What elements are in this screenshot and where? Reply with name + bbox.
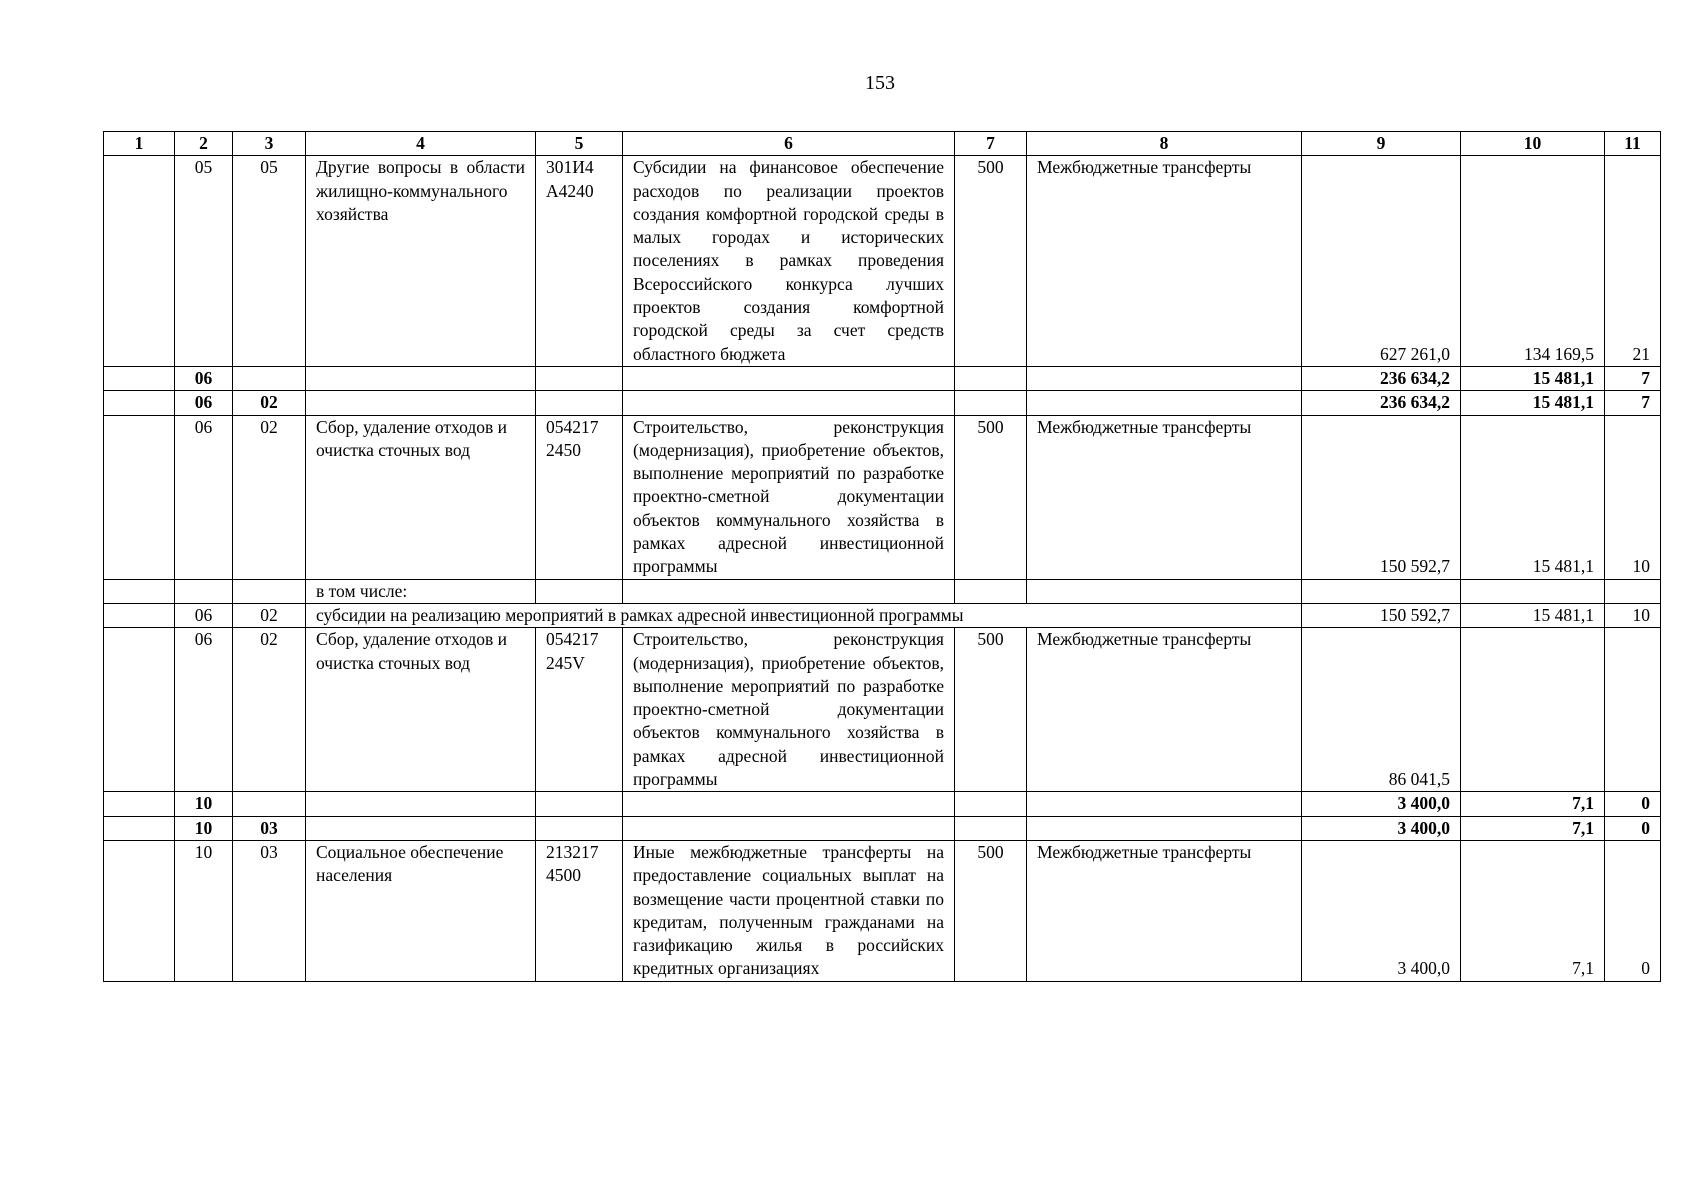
cell-col1: [104, 792, 175, 816]
cell-expense-type: 500: [955, 415, 1027, 579]
cell-empty: [306, 792, 536, 816]
total-row: [104, 816, 1661, 840]
header-row: [104, 132, 1661, 156]
cell-col1: [104, 840, 175, 981]
cell-col1: [104, 816, 175, 840]
cell-empty: [306, 366, 536, 390]
cell-section-name: Сбор, удаление отходов и очистка сточных вод: [306, 415, 536, 579]
cell-col9: 236 634,2: [1302, 366, 1461, 390]
total-row: [104, 391, 1661, 415]
cell-subsection: 02: [233, 628, 306, 792]
cell-col11: 0: [1605, 840, 1661, 981]
cell-subsection: 03: [233, 840, 306, 981]
cell-empty: [623, 366, 955, 390]
cell-col10: 7,1: [1461, 840, 1605, 981]
cell-empty: [623, 391, 955, 415]
cell-col10: 15 481,1: [1461, 391, 1605, 415]
header-cell: 7: [955, 132, 1027, 156]
header-cell: 1: [104, 132, 175, 156]
cell-col1: [104, 156, 175, 367]
cell-empty: [955, 579, 1027, 603]
cell-col10: 7,1: [1461, 792, 1605, 816]
header-cell: 10: [1461, 132, 1605, 156]
cell-empty: [1027, 391, 1302, 415]
cell-subsection: 02: [233, 415, 306, 579]
cell-section-name: Сбор, удаление отходов и очистка сточных вод: [306, 628, 536, 792]
cell-subsection: [233, 366, 306, 390]
cell-col11: 10: [1605, 415, 1661, 579]
cell-description: Строительство, реконструкция (модернизация), приобретение объектов, выполнение мероприятий по разработке проектно-сметной документации объектов коммунального хозяйства в рамках адресной инвестиционной программы: [623, 415, 955, 579]
cell-empty: [955, 816, 1027, 840]
cell-empty: [1461, 579, 1605, 603]
cell-empty: [1027, 816, 1302, 840]
cell-col9: 236 634,2: [1302, 391, 1461, 415]
cell-col1: [104, 628, 175, 792]
cell-empty: [955, 792, 1027, 816]
header-cell: 9: [1302, 132, 1461, 156]
cell-col10: 15 481,1: [1461, 603, 1605, 627]
header-cell: 8: [1027, 132, 1302, 156]
cell-empty: [1302, 579, 1461, 603]
cell-section: 06: [175, 366, 233, 390]
cell-expense-name: Межбюджетные трансферты: [1027, 840, 1302, 981]
header-cell: 2: [175, 132, 233, 156]
budget-table: [103, 131, 1661, 982]
cell-section: 05: [175, 156, 233, 367]
cell-col11: 0: [1605, 816, 1661, 840]
cell-expense-name: Межбюджетные трансферты: [1027, 415, 1302, 579]
cell-col11: 7: [1605, 366, 1661, 390]
cell-col1: [104, 366, 175, 390]
cell-col9: 627 261,0: [1302, 156, 1461, 367]
cell-col9: 3 400,0: [1302, 840, 1461, 981]
cell-empty: [536, 366, 623, 390]
cell-section: 06: [175, 391, 233, 415]
cell-empty: [233, 579, 306, 603]
cell-target-code: 054217 245V: [536, 628, 623, 792]
cell-section: 10: [175, 840, 233, 981]
note-row: [104, 579, 1661, 603]
cell-col11: 0: [1605, 792, 1661, 816]
cell-col9: 150 592,7: [1302, 415, 1461, 579]
cell-subsection: 02: [233, 603, 306, 627]
cell-empty: [175, 579, 233, 603]
table-row: [104, 156, 1661, 367]
cell-col10: 15 481,1: [1461, 415, 1605, 579]
cell-section: 06: [175, 628, 233, 792]
cell-section: 10: [175, 792, 233, 816]
cell-col9: 3 400,0: [1302, 792, 1461, 816]
cell-col11: 7: [1605, 391, 1661, 415]
cell-col1: [104, 391, 175, 415]
cell-empty: [536, 816, 623, 840]
table-row: [104, 628, 1661, 792]
total-row: [104, 366, 1661, 390]
cell-col9: 150 592,7: [1302, 603, 1461, 627]
cell-empty: [1027, 792, 1302, 816]
cell-expense-name: Межбюджетные трансферты: [1027, 628, 1302, 792]
header-cell: 4: [306, 132, 536, 156]
cell-empty: [623, 816, 955, 840]
cell-section: 10: [175, 816, 233, 840]
cell-col1: [104, 415, 175, 579]
cell-expense-type: 500: [955, 156, 1027, 367]
table-row: [104, 415, 1661, 579]
cell-empty: [955, 366, 1027, 390]
cell-target-code: 301И4 А4240: [536, 156, 623, 367]
cell-empty: [623, 579, 955, 603]
cell-subsection: [233, 792, 306, 816]
cell-section: 06: [175, 603, 233, 627]
cell-empty: [536, 792, 623, 816]
cell-empty: [1027, 579, 1302, 603]
cell-col9: 86 041,5: [1302, 628, 1461, 792]
cell-description: Иные межбюджетные трансферты на предоставление социальных выплат на возмещение части процентной ставки по кредитам, полученным гражданами на газификацию жилья в российских кредитных организациях: [623, 840, 955, 981]
header-cell: 6: [623, 132, 955, 156]
header-cell: 11: [1605, 132, 1661, 156]
cell-col11: 10: [1605, 603, 1661, 627]
cell-col10: [1461, 628, 1605, 792]
page-number: 153: [865, 72, 895, 94]
cell-description: Субсидии на финансовое обеспечение расходов по реализации проектов создания комфортной городской среды в малых городах и исторических поселениях в рамках проведения Всероссийского конкурса лучших проектов создания комфортной городской среды за счет средств областного бюджета: [623, 156, 955, 367]
cell-empty: [1027, 366, 1302, 390]
cell-section: 06: [175, 415, 233, 579]
cell-empty: [306, 391, 536, 415]
cell-col10: 134 169,5: [1461, 156, 1605, 367]
cell-target-code: 213217 4500: [536, 840, 623, 981]
cell-col11: 21: [1605, 156, 1661, 367]
cell-subsection: 05: [233, 156, 306, 367]
total-row: [104, 792, 1661, 816]
cell-section-name: Социальное обеспечение населения: [306, 840, 536, 981]
header-cell: 3: [233, 132, 306, 156]
cell-section-name: Другие вопросы в области жилищно-коммунального хозяйства: [306, 156, 536, 367]
cell-col10: 7,1: [1461, 816, 1605, 840]
cell-expense-type: 500: [955, 840, 1027, 981]
cell-empty: [955, 391, 1027, 415]
cell-empty: [1605, 579, 1661, 603]
table-row: [104, 840, 1661, 981]
subsidy-row: [104, 603, 1661, 627]
cell-subsection: 02: [233, 391, 306, 415]
cell-expense-name: Межбюджетные трансферты: [1027, 156, 1302, 367]
cell-note: в том числе:: [306, 579, 536, 603]
cell-empty: [306, 816, 536, 840]
header-cell: 5: [536, 132, 623, 156]
cell-empty: [623, 792, 955, 816]
cell-empty: [536, 391, 623, 415]
cell-subsection: 03: [233, 816, 306, 840]
cell-col9: 3 400,0: [1302, 816, 1461, 840]
cell-col11: [1605, 628, 1661, 792]
cell-subsidy-text: субсидии на реализацию мероприятий в рамках адресной инвестиционной программы: [306, 603, 1302, 627]
cell-col10: 15 481,1: [1461, 366, 1605, 390]
cell-target-code: 054217 2450: [536, 415, 623, 579]
cell-col1: [104, 579, 175, 603]
cell-empty: [536, 579, 623, 603]
cell-expense-type: 500: [955, 628, 1027, 792]
cell-description: Строительство, реконструкция (модернизация), приобретение объектов, выполнение мероприятий по разработке проектно-сметной документации объектов коммунального хозяйства в рамках адресной инвестиционной программы: [623, 628, 955, 792]
cell-col1: [104, 603, 175, 627]
